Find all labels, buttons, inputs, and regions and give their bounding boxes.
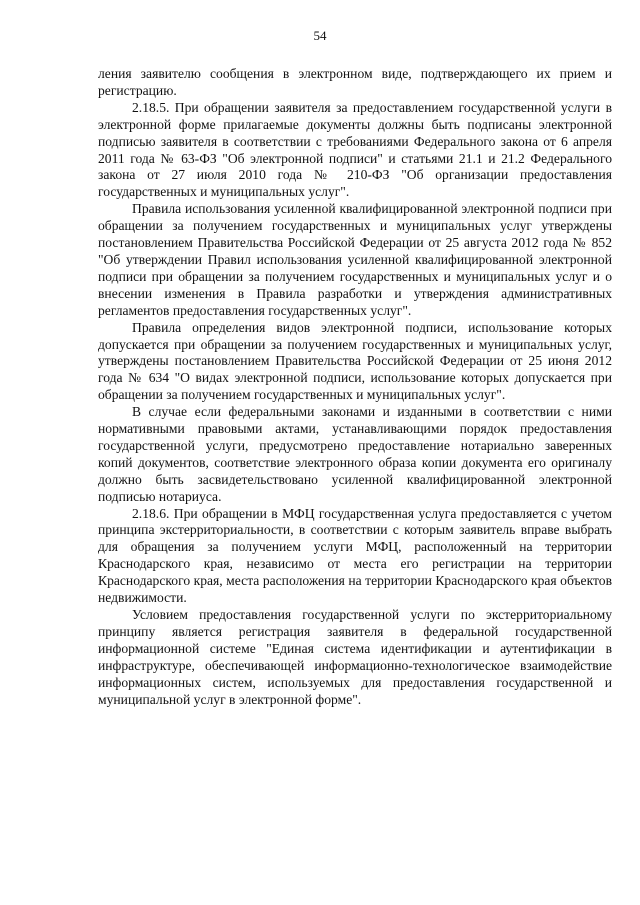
page-number: 54 [313, 28, 327, 43]
paragraph-continuation: ления заявителю сообщения в электронном виде, подтверждающего их прием и регистрацию. [98, 66, 612, 98]
paragraph-notarial-copies: В случае если федеральными законами и изданными в соответствии с ними нормативными правовыми актами, устанавливающими порядок предоставления государственной услуги, предусмотрено предоставление нотариально заверенных копий документов, соответствие электронного образа копии документа его оригиналу должно быть засвидетельствовано усиленной квалифицированной электронной подписью нотариуса. [98, 404, 612, 504]
document-body [98, 66, 612, 708]
paragraph-signature-types-rules: Правила определения видов электронной подписи, использование которых допускается при обращении за получением государственных и муниципальных услуг, утверждены постановлением Правительства Российской Федерации от 25 июня 2012 года № 634 "О видах электронной подписи, использование которых допускается при обращении за получением государственных и муниципальных услуг". [98, 319, 612, 403]
paragraph-2-18-5: 2.18.5. При обращении заявителя за предоставлением государственной услуги в электронной форме прилагаемые документы должны быть подписаны электронной подписью заявителя в соответствии с требованиями Федерального закона от 6 апреля 2011 года № 63-ФЗ "Об электронной подписи" и статьями 21.1 и 21.2 Федерального закона от 27 июля 2010 года № 210-ФЗ "Об организации предоставления государственных и муниципальных услуг". [98, 99, 612, 200]
paragraph-qualified-signature-rules: Правила использования усиленной квалифицированной электронной подписи при обращении за получением государственных и муниципальных услуг утверждены постановлением Правительства Российской Федерации от 25 августа 2012 года № 852 "Об утверждении Правил использования усиленной квалифицированной электронной подписи при обращении за получением государственных и муниципальных услуг и о внесении изменения в Правила разработки и утверждения административных регламентов предоставления государственных услуг". [98, 201, 612, 318]
paragraph-2-18-6: 2.18.6. При обращении в МФЦ государственная услуга предоставляется с учетом принципа экстерриториальности, в соответствии с которым заявитель вправе выбрать для обращения за получением услуги МФЦ, расположенный на территории Краснодарского края, независимо от места его регистрации на территории Краснодарского края, места расположения на территории Краснодарского края объектов недвижимости. [98, 505, 612, 606]
paragraph-extraterritorial-condition: Условием предоставления государственной услуги по экстерриториальному принципу является регистрация заявителя в федеральной государственной информационной системе "Единая система идентификации и аутентификации в инфраструктуре, обеспечивающей информационно-технологическое взаимодействие информационных систем, используемых для предоставления государственной и муниципальной услуг в электронной форме". [98, 607, 612, 707]
